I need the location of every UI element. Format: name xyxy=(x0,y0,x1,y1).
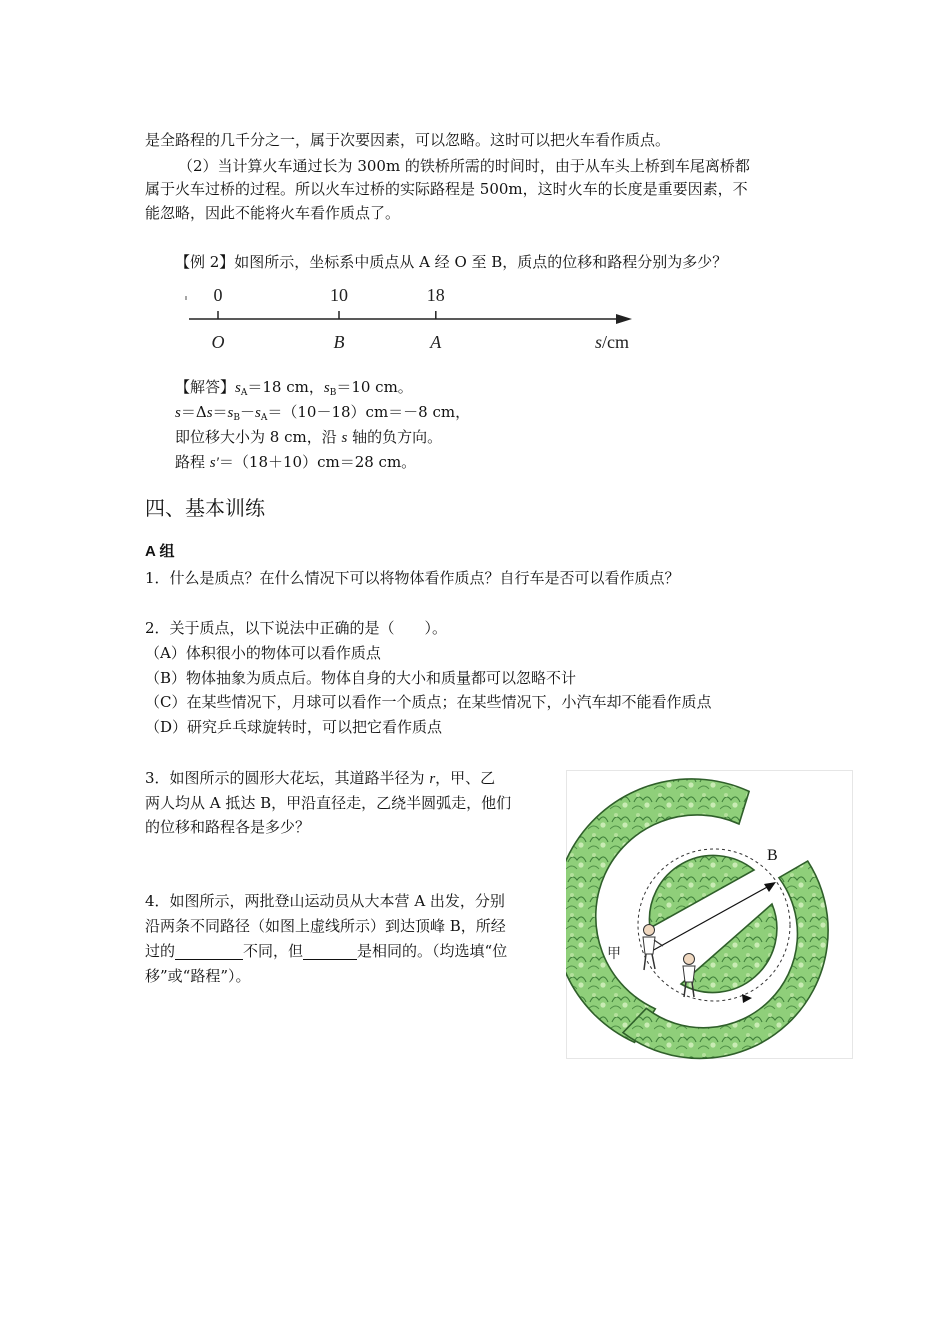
label-jia: 甲 xyxy=(607,946,621,962)
intro-line-3: 属于火车过桥的过程。所以火车过桥的实际路程是 500m，这时火车的长度是重要因素，不 xyxy=(145,180,748,198)
blank-1 xyxy=(175,942,243,960)
group-label: A 组 xyxy=(145,543,175,560)
question-3-line-1: 3．如图所示的圆形大花坛，其道路半径为 r，甲、乙 xyxy=(145,769,496,787)
question-2-option-d: （D）研究乒乓球旋转时，可以把它看作质点 xyxy=(145,718,443,736)
blank-2 xyxy=(303,942,357,960)
arrowhead-arc xyxy=(742,994,752,1003)
answer-line-3: 即位移大小为 8 cm，沿 s 轴的负方向。 xyxy=(175,428,443,446)
axis-tick-value: 18 xyxy=(426,285,445,305)
intro-line-4: 能忽略，因此不能将火车看作质点了。 xyxy=(145,204,401,222)
question-1: 1．什么是质点？在什么情况下可以将物体看作质点？自行车是否可以看作质点？ xyxy=(145,569,680,587)
label-b: B xyxy=(767,847,778,864)
axis-arrow xyxy=(616,314,632,324)
question-2-option-a: （A）体积很小的物体可以看作质点 xyxy=(145,644,381,662)
question-4-line-3: 过的 不同，但 是相同的。（均选填“位 xyxy=(145,942,508,960)
answer-label: 【解答】 xyxy=(175,378,236,396)
question-3-line-2: 两人均从 A 抵达 B，甲沿直径走，乙绕半圆弧走，他们 xyxy=(145,794,512,812)
question-3-line-3: 的位移和路程各是多少？ xyxy=(145,818,311,836)
question-4-line-1: 4．如图所示，两批登山运动员从大本营 A 出发，分别 xyxy=(145,892,505,910)
answer-line-2: $s=\Delta s=s_B-s_A=(10-18)cm=-8$ cm， xyxy=(175,403,471,423)
section-heading: 四、基本训练 xyxy=(145,496,265,520)
question-2-option-b: （B）物体抽象为质点后。物体自身的大小和质量都可以忽略不计 xyxy=(145,669,577,687)
axis-point-label: B xyxy=(333,332,345,352)
number-line-figure xyxy=(180,282,650,357)
question-2-option-c: （C）在某些情况下，月球可以看作一个质点；在某些情况下，小汽车却不能看作质点 xyxy=(145,693,712,711)
answer-line-4: 路程 s′＝（18＋10）cm＝28 cm。 xyxy=(175,453,417,471)
axis-tick-value: 0 xyxy=(213,285,223,305)
question-4-line-2: 沿两条不同路径（如图上虚线所示）到达顶峰 B，所经 xyxy=(145,917,506,935)
person-jia xyxy=(643,925,663,971)
axis-point-label: O xyxy=(211,332,225,352)
person-yi xyxy=(683,954,695,998)
answer-line-1: 【解答】$s_A=18$ cm，$s_B=10$ cm。 xyxy=(175,378,413,398)
axis-tick-value: 10 xyxy=(330,285,348,305)
question-4-line-4: 移”或“路程”）。 xyxy=(145,967,251,985)
intro-line-1: 是全路程的几千分之一，属于次要因素，可以忽略。这时可以把火车看作质点。 xyxy=(145,131,671,149)
axis-point-label: A xyxy=(430,332,442,352)
flower-bed-figure xyxy=(566,770,853,1060)
axis-unit-label: s/cm xyxy=(595,332,630,352)
inner-bed-upper xyxy=(649,856,754,928)
intro-line-2: （2）当计算火车通过长为 300m 的铁桥所需的时间时，由于从车头上桥到车尾离桥都 xyxy=(178,157,750,175)
inner-bed-lower xyxy=(681,904,777,993)
arrowhead-displacement xyxy=(764,882,776,892)
question-2-stem: 2．关于质点，以下说法中正确的是（ ）。 xyxy=(145,619,448,637)
example2-question: 【例 2】如图所示，坐标系中质点从 A 经 O 至 B，质点的位移和路程分别为多少？ xyxy=(175,253,728,271)
